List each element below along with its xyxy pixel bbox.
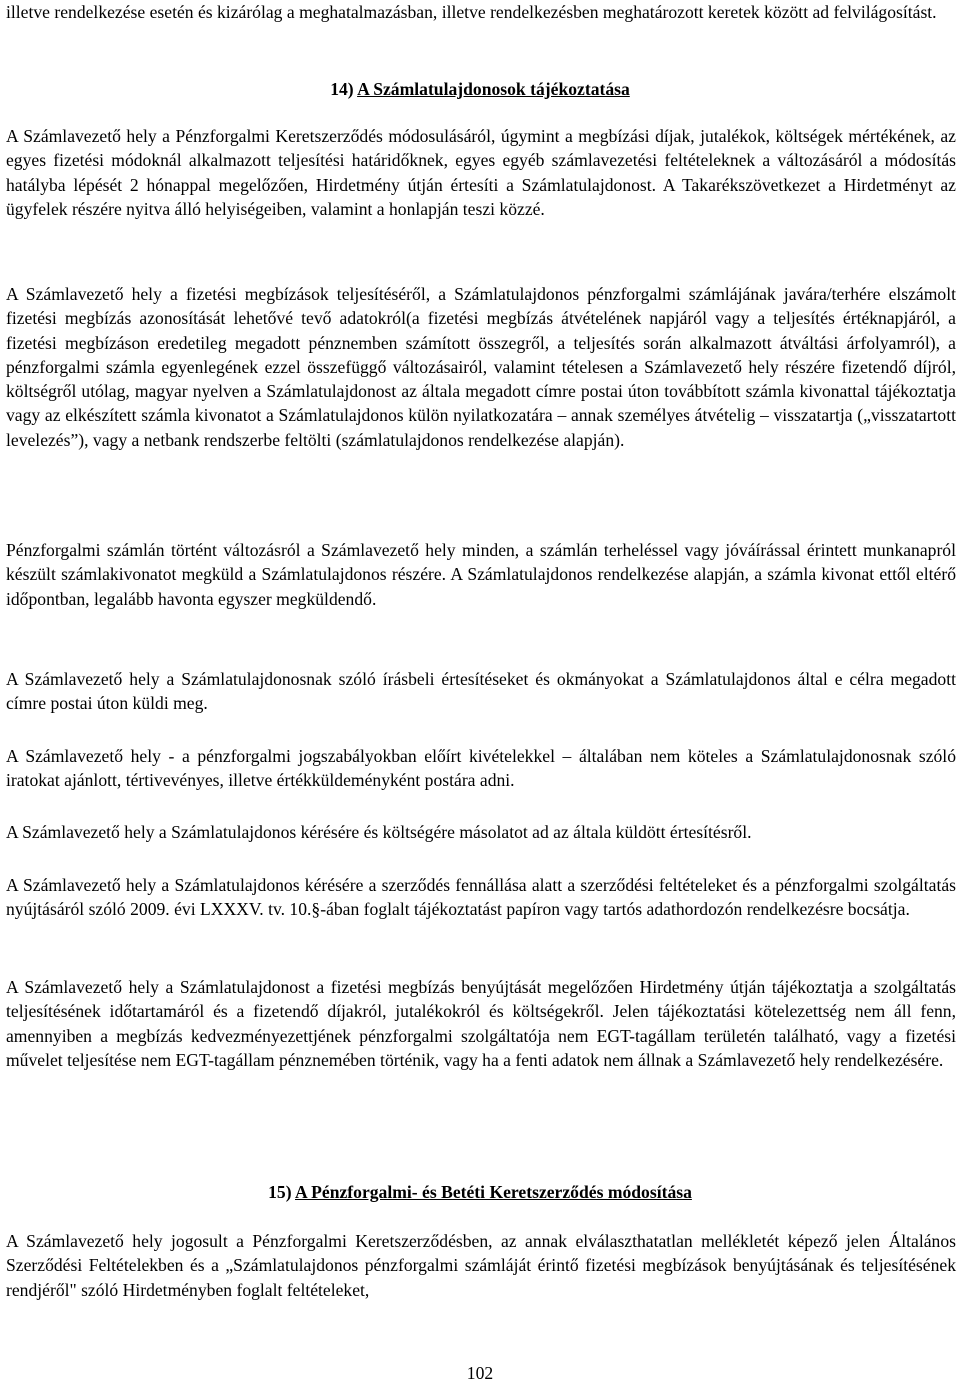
paragraph-statement-frequency: Pénzforgalmi számlán történt változásról a Számlavezető hely minden, a számlán terheléssel vagy jóváírással érintett munkanapról készült számlakivonatot megküld a Számlatulajdonos részére. A Számlatulajdonos rendelkezése alapján, a számla kivonat ettől eltérő időpontban, legalább havonta egyszer megküldendő. — [6, 540, 956, 609]
section-title: A Pénzforgalmi- és Betéti Keretszerződés módosítása — [295, 1182, 692, 1202]
section-heading-15 — [0, 1180, 960, 1204]
page-number: 102 — [466, 1363, 494, 1383]
paragraph-account-statement: A Számlavezető hely a fizetési megbízások teljesítéséről, a Számlatulajdonos pénzforgalmi számlájának javára/terhére elszámolt fizetési megbízás azonosítását lehetővé tevő adatokról(a fizetési megbízás átvételének napjáról vagy a teljesítés értéknapjáról, a fizetési megbízáson eredetileg megadott pénznemben számított összegről, a teljesítés során alkalmazott átváltási árfolyamról), a pénzforgalmi számla egyenlegének ezzel összefüggő változásairól, valamint tételesen a Számlavezető hely részére fizetendő díjról, költségről utólag, magyar nyelven a Számlatulajdonost az általa megadott címre postai úton továbbított számla kivonattal tájékoztatja vagy az elkészített számla kivonatot a Számlatulajdonos külön nyilatkozatára – annak személyes átvételig – visszatartja („visszatartott levelezés”), vagy a netbank rendszerbe feltölti (számlatulajdonos rendelkezése alapján). — [6, 284, 956, 450]
paragraph-notice-changes: A Számlavezető hely a Pénzforgalmi Keretszerződés módosulásáról, úgymint a megbízási díjak, jutalékok, költségek mértékének, az egyes fizetési módoknál alkalmazott teljesítési határidőknek, egyes egyéb számlavezetési feltételeknek a változásáról a módosítás hatályba lépését 2 hónappal megelőzően, Hirdetmény útján értesíti a Számlatulajdonost. A Takarékszövetkezet a Hirdetményt az ügyfelek részére nyitva álló helyiségeiben, valamint a honlapján teszi közzé. — [6, 126, 956, 219]
paragraph-pre-execution-info: A Számlavezető hely a Számlatulajdonost a fizetési megbízás benyújtását megelőzően Hirdetmény útján tájékoztatja a szolgáltatás teljesítésének időtartamáról és a fizetendő díjakról, jutalékokról és költségekről. Jelen tájékoztatási kötelezettség nem áll fenn, amennyiben a megbízás kedvezményezettjének pénzforgalmi szolgáltatója nem EGT-tagállam területén található, vagy a fizetési művelet teljesítése nem EGT-tagállam pénznemében történik, vagy ha a fenti adatok nem állnak a Számlavezető hely rendelkezésére. — [6, 977, 956, 1070]
paragraph-continuation: illetve rendelkezése esetén és kizárólag a meghatalmazásban, illetve rendelkezésben meghatározott keretek között ad felvilágosítást. — [6, 2, 937, 22]
paragraph-written-notices: A Számlavezető hely a Számlatulajdonosnak szóló írásbeli értesítéseket és okmányokat a Számlatulajdonos által e célra megadott címre postai úton küldi meg. — [6, 669, 956, 714]
paragraph-registered-mail: A Számlavezető hely - a pénzforgalmi jogszabályokban előírt kivételekkel – általában nem köteles a Számlatulajdonosnak szóló iratokat ajánlott, tértivevényes, illetve értékküldeményként postára adni. — [6, 746, 956, 791]
section-heading-14 — [0, 77, 960, 101]
paragraph-copy-of-notice: A Számlavezető hely a Számlatulajdonos kérésére és költségére másolatot ad az általa küldött értesítésről. — [6, 822, 752, 842]
paragraph-contract-terms: A Számlavezető hely a Számlatulajdonos kérésére a szerződés fennállása alatt a szerződési feltételeket és a pénzforgalmi szolgáltatás nyújtásáról szóló 2009. évi LXXXV. tv. 10.§-ában foglalt tájékoztatást papíron vagy tartós adathordozón rendelkezésre bocsátja. — [6, 875, 956, 920]
section-number: 15) — [268, 1182, 292, 1202]
section-number: 14) — [330, 79, 354, 99]
paragraph-modification-right: A Számlavezető hely jogosult a Pénzforgalmi Keretszerződésben, az annak elválaszthatatlan mellékletét képező jelen Általános Szerződési Feltételekben és a „Számlatulajdonos pénzforgalmi számláját érintő fizetési megbízások benyújtásának és teljesítésének rendjéről" szóló Hirdetményben foglalt feltételeket, — [6, 1231, 956, 1300]
section-title: A Számlatulajdonosok tájékoztatása — [357, 79, 630, 99]
